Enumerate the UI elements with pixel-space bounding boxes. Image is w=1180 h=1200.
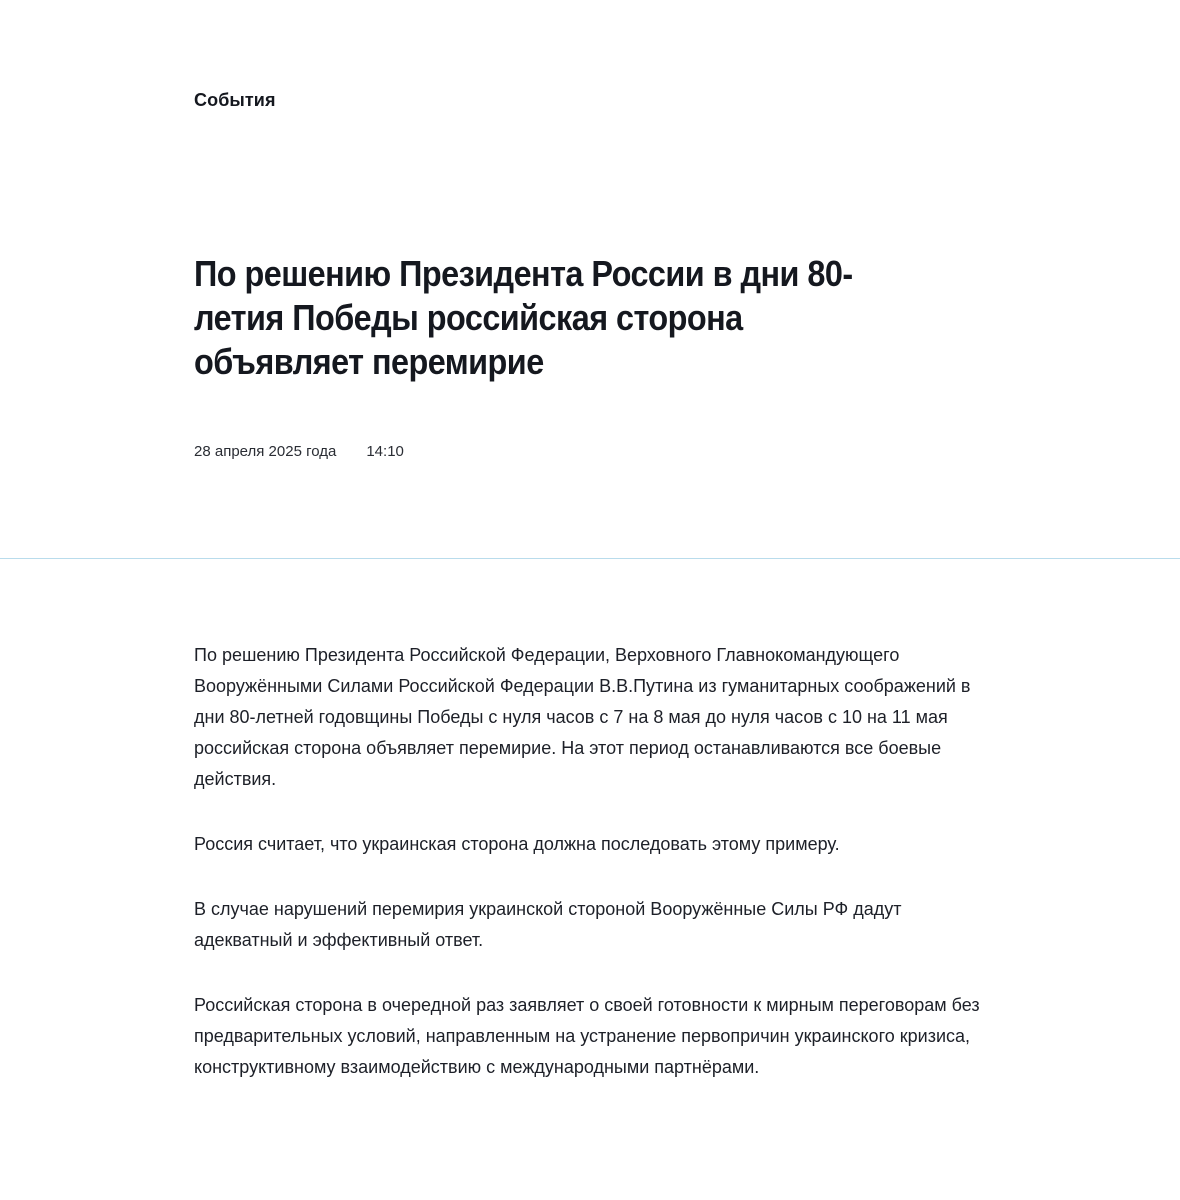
article-paragraph: По решению Президента Российской Федерации, Верховного Главнокомандующего Вооружёнными Силами Российской Федерации В.В.Путина из гуманитарных соображений в дни 80-летней годовщины Победы с нуля часов с 7 на 8 мая до нуля часов с 10 на 11 мая российская сторона объявляет перемирие. На этот период останавливаются все боевые действия.: [194, 645, 971, 789]
article-paragraph: Российская сторона в очередной раз заявляет о своей готовности к мирным переговорам без предварительных условий, направленным на устранение первопричин украинского кризиса, конструктивному взаимодействию с международными партнёрами.: [194, 995, 980, 1077]
article-meta: [194, 443, 404, 460]
article-body: [194, 640, 994, 1117]
article-time: 14:10: [366, 443, 404, 460]
article-date: 28 апреля 2025 года: [194, 443, 337, 460]
header-divider: [0, 558, 1180, 559]
article-title: По решению Президента России в дни 80-летия Победы российская сторона объявляет перемирие: [194, 253, 853, 382]
section-link-events[interactable]: События: [194, 90, 276, 110]
article-paragraph: В случае нарушений перемирия украинской стороной Вооружённые Силы РФ дадут адекватный и эффективный ответ.: [194, 899, 902, 950]
article-paragraph: Россия считает, что украинская сторона должна последовать этому примеру.: [194, 834, 840, 854]
